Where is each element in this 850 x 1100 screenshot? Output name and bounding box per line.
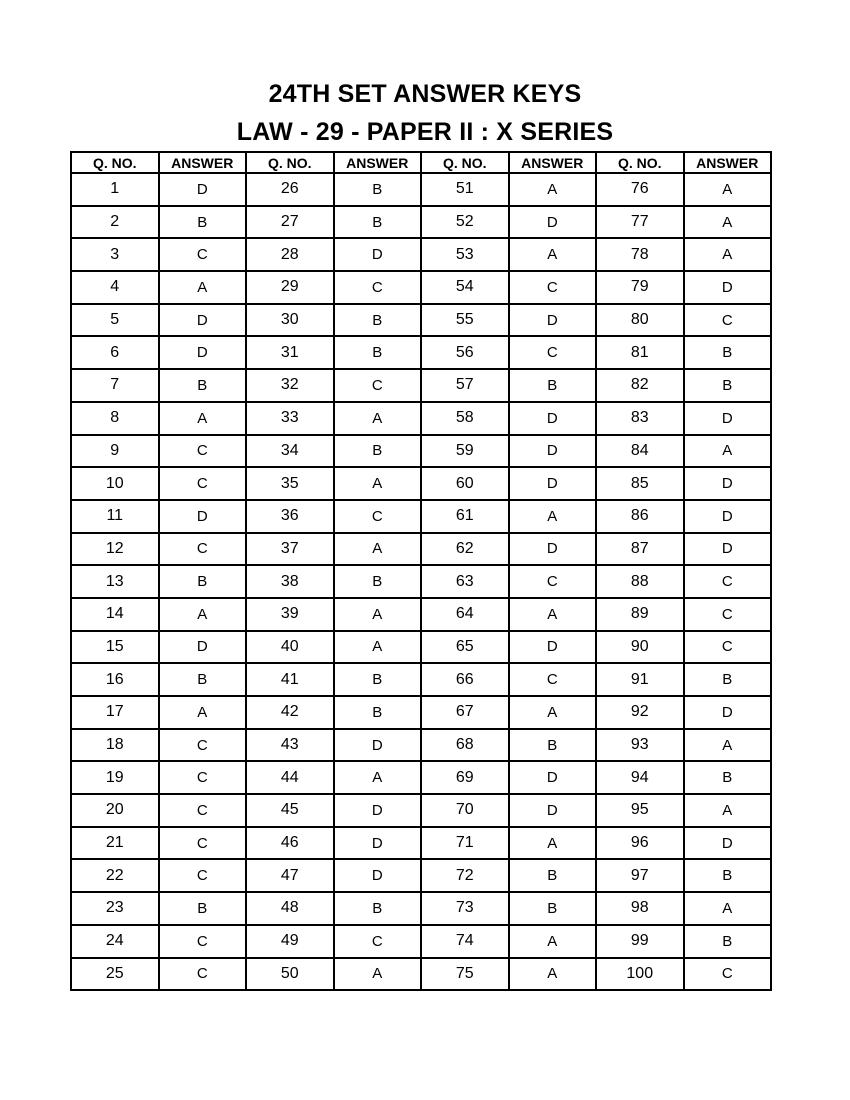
answer-cell: D	[509, 533, 597, 566]
question-number-cell: 10	[71, 467, 159, 500]
answer-cell: B	[334, 565, 422, 598]
answer-cell: D	[684, 500, 772, 533]
answer-cell: D	[684, 696, 772, 729]
column-header-qno: Q. NO.	[596, 152, 684, 173]
question-number-cell: 13	[71, 565, 159, 598]
question-number-cell: 29	[246, 271, 334, 304]
question-number-cell: 67	[421, 696, 509, 729]
answer-cell: A	[509, 696, 597, 729]
answer-cell: D	[509, 206, 597, 239]
answer-cell: A	[159, 696, 247, 729]
column-header-qno: Q. NO.	[421, 152, 509, 173]
table-row	[71, 827, 771, 860]
answer-cell: C	[334, 500, 422, 533]
question-number-cell: 88	[596, 565, 684, 598]
question-number-cell: 100	[596, 958, 684, 991]
table-row	[71, 958, 771, 991]
answer-cell: B	[334, 435, 422, 468]
question-number-cell: 39	[246, 598, 334, 631]
answer-cell: A	[509, 958, 597, 991]
question-number-cell: 61	[421, 500, 509, 533]
question-number-cell: 73	[421, 892, 509, 925]
answer-cell: B	[334, 173, 422, 206]
answer-cell: A	[684, 238, 772, 271]
answer-cell: B	[334, 304, 422, 337]
answer-cell: B	[684, 369, 772, 402]
answer-cell: A	[684, 173, 772, 206]
answer-cell: C	[684, 631, 772, 664]
answer-cell: A	[509, 598, 597, 631]
question-number-cell: 4	[71, 271, 159, 304]
question-number-cell: 97	[596, 859, 684, 892]
question-number-cell: 33	[246, 402, 334, 435]
question-number-cell: 96	[596, 827, 684, 860]
answer-cell: D	[509, 402, 597, 435]
question-number-cell: 55	[421, 304, 509, 337]
table-row	[71, 761, 771, 794]
question-number-cell: 68	[421, 729, 509, 762]
question-number-cell: 26	[246, 173, 334, 206]
question-number-cell: 50	[246, 958, 334, 991]
question-number-cell: 9	[71, 435, 159, 468]
answer-cell: D	[509, 304, 597, 337]
question-number-cell: 25	[71, 958, 159, 991]
column-header-answer: ANSWER	[509, 152, 597, 173]
question-number-cell: 95	[596, 794, 684, 827]
answer-cell: A	[684, 729, 772, 762]
question-number-cell: 85	[596, 467, 684, 500]
question-number-cell: 12	[71, 533, 159, 566]
question-number-cell: 28	[246, 238, 334, 271]
question-number-cell: 84	[596, 435, 684, 468]
question-number-cell: 70	[421, 794, 509, 827]
answer-cell: B	[684, 663, 772, 696]
answer-cell: B	[159, 892, 247, 925]
question-number-cell: 75	[421, 958, 509, 991]
question-number-cell: 5	[71, 304, 159, 337]
answer-cell: D	[509, 467, 597, 500]
question-number-cell: 8	[71, 402, 159, 435]
answer-key-body	[71, 173, 771, 990]
table-row	[71, 435, 771, 468]
question-number-cell: 87	[596, 533, 684, 566]
question-number-cell: 51	[421, 173, 509, 206]
question-number-cell: 42	[246, 696, 334, 729]
question-number-cell: 99	[596, 925, 684, 958]
question-number-cell: 83	[596, 402, 684, 435]
question-number-cell: 79	[596, 271, 684, 304]
question-number-cell: 64	[421, 598, 509, 631]
table-row	[71, 500, 771, 533]
question-number-cell: 23	[71, 892, 159, 925]
question-number-cell: 90	[596, 631, 684, 664]
answer-cell: B	[159, 206, 247, 239]
question-number-cell: 94	[596, 761, 684, 794]
question-number-cell: 52	[421, 206, 509, 239]
question-number-cell: 72	[421, 859, 509, 892]
question-number-cell: 59	[421, 435, 509, 468]
question-number-cell: 6	[71, 336, 159, 369]
answer-cell: C	[159, 827, 247, 860]
answer-cell: B	[509, 892, 597, 925]
table-row	[71, 794, 771, 827]
question-number-cell: 76	[596, 173, 684, 206]
table-row	[71, 336, 771, 369]
answer-cell: A	[684, 794, 772, 827]
answer-cell: C	[159, 794, 247, 827]
answer-cell: C	[159, 761, 247, 794]
question-number-cell: 49	[246, 925, 334, 958]
question-number-cell: 31	[246, 336, 334, 369]
question-number-cell: 71	[421, 827, 509, 860]
answer-cell: A	[509, 173, 597, 206]
answer-cell: A	[334, 761, 422, 794]
answer-cell: B	[684, 925, 772, 958]
table-row	[71, 369, 771, 402]
question-number-cell: 57	[421, 369, 509, 402]
question-number-cell: 82	[596, 369, 684, 402]
column-header-qno: Q. NO.	[71, 152, 159, 173]
question-number-cell: 17	[71, 696, 159, 729]
question-number-cell: 66	[421, 663, 509, 696]
table-row	[71, 402, 771, 435]
question-number-cell: 32	[246, 369, 334, 402]
question-number-cell: 36	[246, 500, 334, 533]
answer-cell: D	[684, 402, 772, 435]
question-number-cell: 1	[71, 173, 159, 206]
answer-cell: A	[334, 467, 422, 500]
question-number-cell: 22	[71, 859, 159, 892]
answer-cell: A	[684, 206, 772, 239]
answer-cell: A	[334, 402, 422, 435]
question-number-cell: 74	[421, 925, 509, 958]
answer-cell: C	[159, 859, 247, 892]
question-number-cell: 7	[71, 369, 159, 402]
question-number-cell: 34	[246, 435, 334, 468]
answer-cell: B	[334, 663, 422, 696]
answer-cell: C	[509, 565, 597, 598]
question-number-cell: 78	[596, 238, 684, 271]
table-row	[71, 859, 771, 892]
answer-cell: C	[159, 435, 247, 468]
table-row	[71, 271, 771, 304]
answer-cell: D	[334, 827, 422, 860]
answer-cell: C	[334, 271, 422, 304]
question-number-cell: 27	[246, 206, 334, 239]
question-number-cell: 92	[596, 696, 684, 729]
table-row	[71, 663, 771, 696]
question-number-cell: 38	[246, 565, 334, 598]
answer-cell: B	[509, 729, 597, 762]
column-header-answer: ANSWER	[684, 152, 772, 173]
answer-cell: D	[159, 173, 247, 206]
question-number-cell: 14	[71, 598, 159, 631]
answer-cell: B	[509, 369, 597, 402]
answer-cell: D	[334, 238, 422, 271]
answer-cell: A	[509, 827, 597, 860]
table-row	[71, 696, 771, 729]
question-number-cell: 11	[71, 500, 159, 533]
answer-cell: C	[159, 925, 247, 958]
question-number-cell: 3	[71, 238, 159, 271]
answer-key-header	[71, 152, 771, 173]
answer-cell: C	[509, 271, 597, 304]
answer-cell: B	[334, 696, 422, 729]
question-number-cell: 46	[246, 827, 334, 860]
table-row	[71, 565, 771, 598]
question-number-cell: 60	[421, 467, 509, 500]
answer-cell: A	[334, 598, 422, 631]
answer-cell: D	[159, 500, 247, 533]
question-number-cell: 18	[71, 729, 159, 762]
question-number-cell: 77	[596, 206, 684, 239]
answer-cell: C	[684, 304, 772, 337]
question-number-cell: 93	[596, 729, 684, 762]
question-number-cell: 20	[71, 794, 159, 827]
answer-cell: C	[509, 336, 597, 369]
answer-cell: D	[509, 794, 597, 827]
answer-cell: A	[334, 958, 422, 991]
answer-cell: A	[509, 238, 597, 271]
question-number-cell: 44	[246, 761, 334, 794]
answer-cell: D	[684, 271, 772, 304]
question-number-cell: 43	[246, 729, 334, 762]
table-row	[71, 925, 771, 958]
column-header-answer: ANSWER	[159, 152, 247, 173]
answer-cell: C	[334, 925, 422, 958]
question-number-cell: 30	[246, 304, 334, 337]
answer-cell: B	[684, 761, 772, 794]
question-number-cell: 19	[71, 761, 159, 794]
answer-cell: C	[334, 369, 422, 402]
question-number-cell: 91	[596, 663, 684, 696]
answer-cell: C	[159, 729, 247, 762]
answer-cell: C	[684, 958, 772, 991]
question-number-cell: 89	[596, 598, 684, 631]
answer-cell: A	[684, 892, 772, 925]
question-number-cell: 24	[71, 925, 159, 958]
question-number-cell: 62	[421, 533, 509, 566]
question-number-cell: 86	[596, 500, 684, 533]
answer-cell: D	[159, 304, 247, 337]
answer-cell: B	[684, 859, 772, 892]
table-row	[71, 304, 771, 337]
column-header-answer: ANSWER	[334, 152, 422, 173]
answer-cell: C	[684, 598, 772, 631]
page-title: 24TH SET ANSWER KEYS	[268, 80, 582, 108]
answer-cell: C	[159, 958, 247, 991]
answer-cell: A	[684, 435, 772, 468]
answer-cell: B	[334, 336, 422, 369]
answer-cell: D	[334, 729, 422, 762]
answer-cell: B	[159, 565, 247, 598]
answer-cell: D	[159, 336, 247, 369]
answer-cell: B	[159, 369, 247, 402]
answer-cell: A	[509, 925, 597, 958]
question-number-cell: 2	[71, 206, 159, 239]
question-number-cell: 80	[596, 304, 684, 337]
question-number-cell: 54	[421, 271, 509, 304]
answer-key-table	[70, 151, 772, 991]
table-row	[71, 467, 771, 500]
table-row	[71, 238, 771, 271]
question-number-cell: 41	[246, 663, 334, 696]
question-number-cell: 37	[246, 533, 334, 566]
answer-cell: B	[684, 336, 772, 369]
answer-cell: D	[334, 794, 422, 827]
question-number-cell: 65	[421, 631, 509, 664]
answer-cell: D	[334, 859, 422, 892]
answer-cell: D	[684, 467, 772, 500]
table-row	[71, 598, 771, 631]
answer-cell: B	[334, 206, 422, 239]
question-number-cell: 56	[421, 336, 509, 369]
question-number-cell: 58	[421, 402, 509, 435]
answer-cell: D	[509, 761, 597, 794]
answer-cell: D	[684, 827, 772, 860]
question-number-cell: 16	[71, 663, 159, 696]
answer-cell: D	[509, 435, 597, 468]
column-header-qno: Q. NO.	[246, 152, 334, 173]
header-row	[71, 152, 771, 173]
answer-cell: A	[159, 598, 247, 631]
answer-cell: C	[159, 467, 247, 500]
answer-cell: A	[159, 402, 247, 435]
answer-cell: B	[509, 859, 597, 892]
question-number-cell: 53	[421, 238, 509, 271]
answer-cell: B	[334, 892, 422, 925]
question-number-cell: 21	[71, 827, 159, 860]
question-number-cell: 63	[421, 565, 509, 598]
question-number-cell: 40	[246, 631, 334, 664]
answer-cell: B	[159, 663, 247, 696]
question-number-cell: 48	[246, 892, 334, 925]
question-number-cell: 69	[421, 761, 509, 794]
table-row	[71, 533, 771, 566]
table-row	[71, 173, 771, 206]
question-number-cell: 81	[596, 336, 684, 369]
page-subtitle: LAW - 29 - PAPER II : X SERIES	[236, 118, 614, 146]
table-row	[71, 206, 771, 239]
table-row	[71, 729, 771, 762]
answer-cell: C	[159, 238, 247, 271]
answer-cell: A	[159, 271, 247, 304]
table-row	[71, 631, 771, 664]
question-number-cell: 35	[246, 467, 334, 500]
answer-cell: A	[509, 500, 597, 533]
answer-cell: A	[334, 631, 422, 664]
answer-cell: C	[159, 533, 247, 566]
question-number-cell: 15	[71, 631, 159, 664]
question-number-cell: 47	[246, 859, 334, 892]
table-row	[71, 892, 771, 925]
question-number-cell: 98	[596, 892, 684, 925]
answer-cell: D	[509, 631, 597, 664]
answer-cell: C	[684, 565, 772, 598]
answer-cell: D	[159, 631, 247, 664]
answer-cell: C	[509, 663, 597, 696]
answer-cell: D	[684, 533, 772, 566]
question-number-cell: 45	[246, 794, 334, 827]
answer-cell: A	[334, 533, 422, 566]
